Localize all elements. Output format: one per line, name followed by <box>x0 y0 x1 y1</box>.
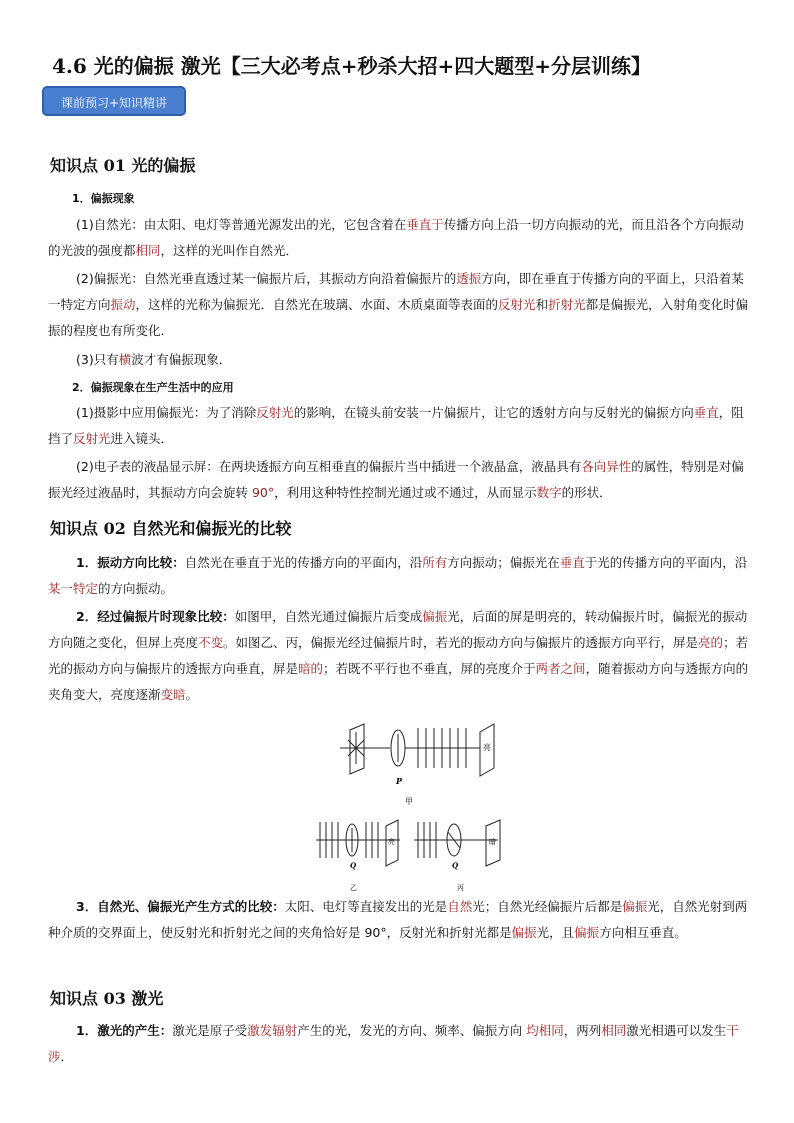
paragraph-lcd: (2)电子表的液晶显示屏：在两块透振方向互相垂直的偏振片当中插进一个液晶盒，液晶具有各向异性的属性，特别是对偏振光经过液晶时，其振动方向会旋转 90°，利用这种特性控制光通过或不通过，从而显示数字的形状． <box>48 459 744 500</box>
figure-jia <box>340 724 494 776</box>
paragraph-vibration-compare: 1．振动方向比较：自然光在垂直于光的传播方向的平面内，沿所有方向振动；偏振光在垂直于光的传播方向的平面内，沿某一特定的方向振动。 <box>48 555 748 596</box>
label-jia: 甲 <box>405 797 413 806</box>
paragraph-polarizer-compare: 2．经过偏振片时现象比较：如图甲，自然光通过偏振片后变成偏振光，后面的屏是明亮的，转动偏振片时，偏振光的振动方向随之变化，但屏上亮度不变。如图乙、丙，偏振光经过偏振片时，若光的振动方向与偏振片的透振方向平行，屏是亮的；若光的振动方向与偏振片的透振方向垂直，屏是暗的；若既不平行也不垂直，屏的亮度介于两者之间，随着振动方向与透振方向的夹角变大，亮度逐渐变暗。 <box>48 609 749 702</box>
screen-label-bright-2: 亮 <box>388 838 395 846</box>
label-bing: 丙 <box>457 884 464 892</box>
paragraph-transverse-wave: (3)只有横波才有偏振现象． <box>76 352 232 367</box>
paragraph-polarized-light: (2)偏振光：自然光垂直透过某一偏振片后，其振动方向沿着偏振片的透振方向，即在垂直于传播方向的平面上，只沿着某一特定方向振动，这样的光称为偏振光．自然光在玻璃、水面、木质桌面等表面的反射光和折射光都是偏振光，入射角变化时偏振的程度也有所变化． <box>48 271 749 338</box>
subheading-polarization: 1．偏振现象 <box>72 192 135 205</box>
paragraph-photography: (1)摄影中应用偏振光：为了消除反射光的影响，在镜头前安装一片偏振片，让它的透射方向与反射光的偏振方向垂直，阻挡了反射光进入镜头． <box>48 405 744 446</box>
section-title-3: 知识点 03 激光 <box>50 989 164 1008</box>
label-q-1: Q <box>350 861 357 870</box>
section-badge[interactable]: 课前预习+知识精讲 <box>42 86 186 116</box>
paragraph-natural-light: (1)自然光：由太阳、电灯等普通光源发出的光，它包含着在垂直于传播方向上沿一切方向振动的光，而且沿各个方向振动的光波的强度都相同，这样的光叫作自然光． <box>48 217 744 258</box>
screen-label-dark: 暗 <box>489 838 496 846</box>
paragraph-source-compare: 3．自然光、偏振光产生方式的比较：太阳、电灯等直接发出的光是自然光；自然光经偏振片后都是偏振光，自然光射到两种介质的交界面上，使反射光和折射光之间的夹角恰好是 90°，反射光和折射光都是偏振光，且偏振方向相互垂直。 <box>48 899 748 940</box>
section-title-2: 知识点 02 自然光和偏振光的比较 <box>50 519 292 538</box>
subheading-applications: 2．偏振现象在生产生活中的应用 <box>72 381 234 394</box>
page-title: 4.6 光的偏振 激光【三大必考点+秒杀大招+四大题型+分层训练】 <box>52 54 651 78</box>
label-q-2: Q <box>452 861 459 870</box>
label-yi: 乙 <box>350 884 357 892</box>
figure-bing <box>414 820 500 866</box>
section-title-1: 知识点 01 光的偏振 <box>50 156 196 175</box>
screen-label-bright-1: 亮 <box>483 743 491 752</box>
polarization-figure <box>310 720 520 895</box>
paragraph-laser: 1．激光的产生：激光是原子受激发辐射产生的光，发光的方向、频率、偏振方向 均相同，两列相同激光相遇可以发生干涉． <box>48 1023 739 1064</box>
label-p: P <box>396 776 403 786</box>
